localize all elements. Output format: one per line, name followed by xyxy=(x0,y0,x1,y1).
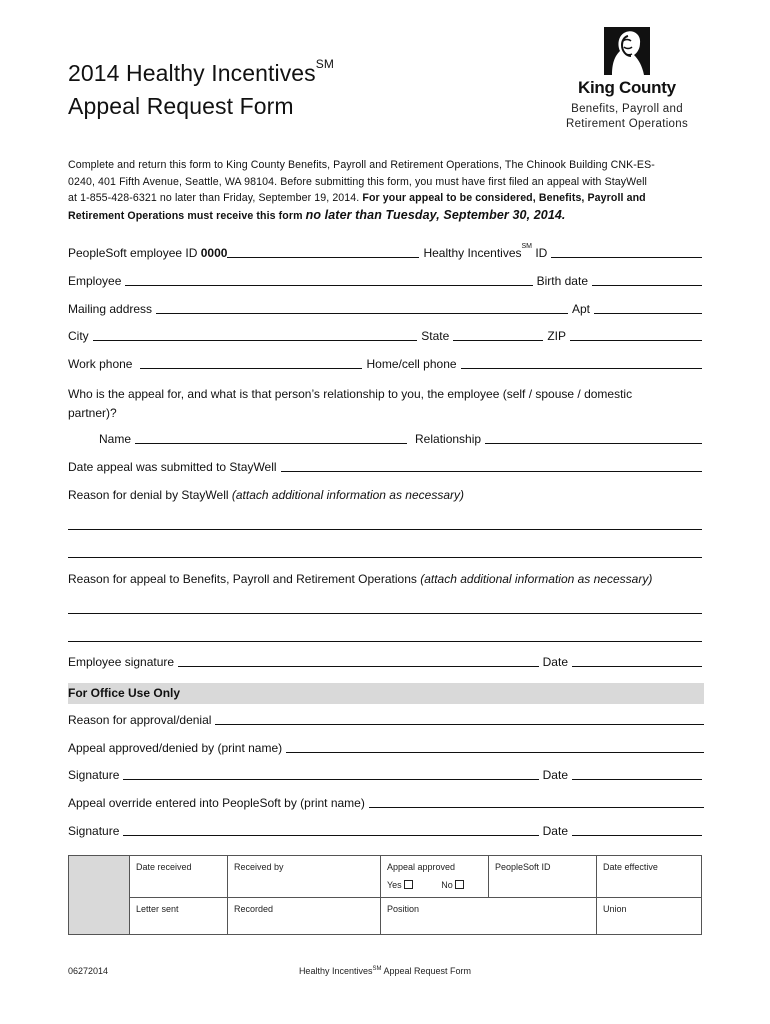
row-date-submitted xyxy=(68,460,702,474)
birth-date-label: Birth date xyxy=(536,274,588,288)
apt-field[interactable] xyxy=(594,302,702,314)
approved-by-field[interactable] xyxy=(286,741,704,753)
office-date-field-2[interactable] xyxy=(572,824,702,836)
dept-line1: Benefits, Payroll and xyxy=(571,103,683,115)
zip-field[interactable] xyxy=(570,329,702,341)
signature-date-label: Date xyxy=(542,655,568,669)
mailing-address-field[interactable] xyxy=(156,302,568,314)
employee-signature-field[interactable] xyxy=(178,655,539,667)
date-submitted-label: Date appeal was submitted to StayWell xyxy=(68,460,277,474)
position-cell[interactable]: Position xyxy=(381,898,597,935)
row-override xyxy=(68,796,704,810)
employee-field[interactable] xyxy=(125,274,532,286)
hi-id-field[interactable] xyxy=(551,246,702,258)
state-label: State xyxy=(421,329,450,343)
denial-reason-line-1[interactable] xyxy=(68,529,702,530)
dept-line2: Retirement Operations xyxy=(566,118,688,130)
office-date-label-2: Date xyxy=(542,824,568,838)
home-phone-field[interactable] xyxy=(461,357,702,369)
yes-checkbox[interactable] xyxy=(404,880,413,889)
name-label: Name xyxy=(99,432,132,446)
footer-code: 06272014 xyxy=(68,966,109,976)
logo-wordmark: King County xyxy=(578,78,676,97)
hi-id-label: Healthy Incentives℠ ID xyxy=(423,243,548,260)
intro-paragraph: Complete and return this form to King County Benefits, Payroll and Retirement Operations, The Chinook Building CNK-ES- 0240, 401 Fifth Avenue, Seattle, WA 98104. Before submitting this form, you must have first filed an appeal with StayWell at 1-855-428-6321 no later than Friday, September 19, 2014. For your appeal to be considered, Benefits, Payroll and Retirement Operations must receive this form no later than Tuesday, September 30, 2014. xyxy=(68,159,655,222)
peoplesoft-id-cell[interactable]: PeopleSoft ID xyxy=(489,856,597,898)
state-field[interactable] xyxy=(453,329,543,341)
employee-signature-label: Employee signature xyxy=(68,655,175,669)
no-option[interactable]: No xyxy=(441,880,464,890)
received-by-cell[interactable]: Received by xyxy=(228,856,381,898)
relationship-label: Relationship xyxy=(415,432,482,446)
recorded-cell[interactable]: Recorded xyxy=(228,898,381,935)
office-signature-field-2[interactable] xyxy=(123,824,538,836)
mailing-address-label: Mailing address xyxy=(68,302,153,316)
grid-shaded-cell xyxy=(69,856,130,935)
who-question: Who is the appeal for, and what is that person’s relationship to you, the employee (self / spouse / domestic partner)? xyxy=(68,387,633,420)
yes-option[interactable]: Yes xyxy=(387,880,413,890)
row-city xyxy=(68,329,702,343)
override-field[interactable] xyxy=(369,796,704,808)
row-name xyxy=(99,432,702,446)
office-signature-label-2: Signature xyxy=(68,824,120,838)
birth-date-field[interactable] xyxy=(592,274,702,286)
row-office-reason xyxy=(68,713,704,727)
office-reason-label: Reason for approval/denial xyxy=(68,713,212,727)
date-submitted-field[interactable] xyxy=(281,460,702,472)
signature-date-field[interactable] xyxy=(572,655,702,667)
apt-label: Apt xyxy=(571,302,590,316)
no-checkbox[interactable] xyxy=(455,880,464,889)
peoplesoft-id-field[interactable] xyxy=(227,246,419,258)
union-cell[interactable]: Union xyxy=(597,898,702,935)
peoplesoft-label: PeopleSoft employee ID 0000 xyxy=(68,246,228,260)
row-phone xyxy=(68,357,702,371)
row-employee-signature xyxy=(68,655,702,669)
appeal-approved-cell: Appeal approved Yes No xyxy=(381,856,489,898)
name-field[interactable] xyxy=(135,432,407,444)
king-county-logo-icon xyxy=(604,27,650,75)
date-effective-cell[interactable]: Date effective xyxy=(597,856,702,898)
page-title-line2: Appeal Request Form xyxy=(68,93,294,119)
employee-label: Employee xyxy=(68,274,122,288)
approved-by-label: Appeal approved/denied by (print name) xyxy=(68,741,283,755)
letter-sent-cell[interactable]: Letter sent xyxy=(130,898,228,935)
home-phone-label: Home/cell phone xyxy=(366,357,457,371)
footer-form-name: Healthy Incentives℠ Appeal Request Form xyxy=(298,966,472,976)
office-date-label-1: Date xyxy=(542,768,568,782)
appeal-reason-line-2[interactable] xyxy=(68,641,702,642)
office-signature-field-1[interactable] xyxy=(123,768,538,780)
office-reason-field[interactable] xyxy=(215,713,704,725)
office-grid xyxy=(68,855,702,935)
row-approved-by xyxy=(68,741,704,755)
row-office-signature-1 xyxy=(68,768,702,782)
row-mailing xyxy=(68,302,702,316)
date-received-cell[interactable]: Date received xyxy=(130,856,228,898)
work-phone-field[interactable] xyxy=(140,357,362,369)
page-title-line1: 2014 Healthy Incentives℠ xyxy=(68,57,334,86)
appeal-reason-label: Reason for appeal to Benefits, Payroll and Retirement Operations (attach additional information as necessary) xyxy=(68,572,653,586)
relationship-field[interactable] xyxy=(485,432,702,444)
appeal-reason-line-1[interactable] xyxy=(68,613,702,614)
row-employee xyxy=(68,274,702,288)
denial-reason-label: Reason for denial by StayWell (attach additional information as necessary) xyxy=(68,488,464,502)
office-use-header: For Office Use Only xyxy=(68,683,704,704)
denial-reason-line-2[interactable] xyxy=(68,557,702,558)
office-date-field-1[interactable] xyxy=(572,768,702,780)
row-office-signature-2 xyxy=(68,824,702,838)
work-phone-label: Work phone xyxy=(68,357,133,371)
city-field[interactable] xyxy=(93,329,418,341)
zip-label: ZIP xyxy=(547,329,566,343)
city-label: City xyxy=(68,329,89,343)
row-peoplesoft xyxy=(68,243,702,260)
office-signature-label-1: Signature xyxy=(68,768,120,782)
override-label: Appeal override entered into PeopleSoft by (print name) xyxy=(68,796,365,810)
